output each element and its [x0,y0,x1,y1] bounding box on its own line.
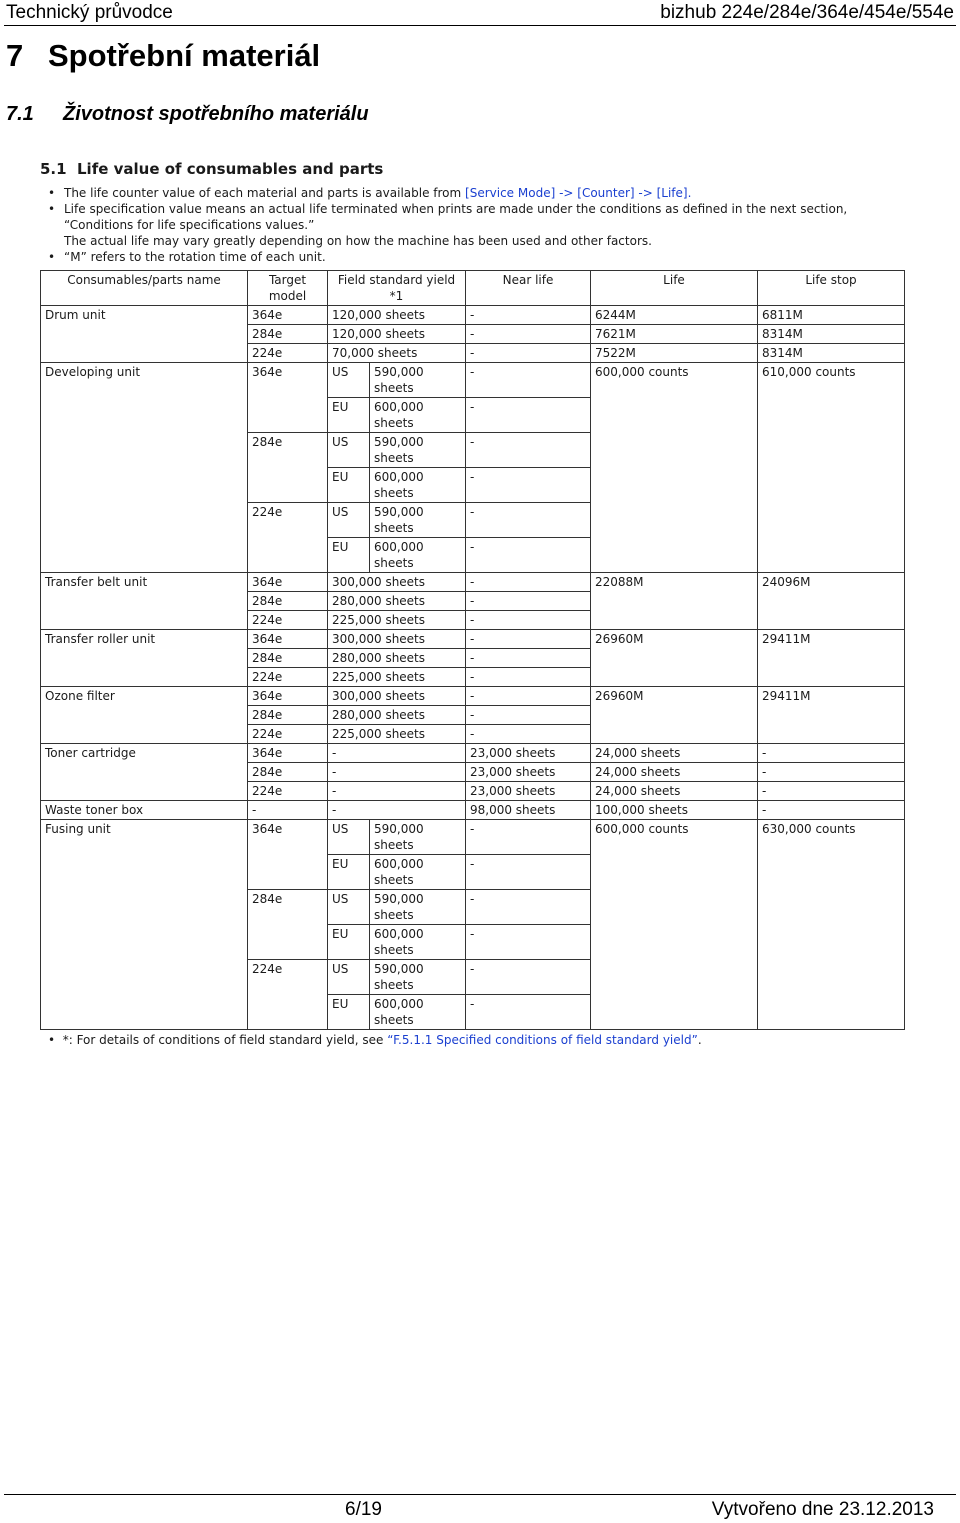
chapter-number: 7 [6,38,24,73]
cell-near: - [466,855,591,890]
bullet-life-counter [40,185,910,201]
cell-near: 98,000 sheets [466,801,591,820]
cell-stop: 24096M [758,573,905,630]
cell-region: US [328,890,370,925]
table-footnote: • *: For details of conditions of field standard yield, see “F.5.1.1 Specified conditions of field standard yield”. [48,1033,702,1047]
row-name: Transfer roller unit [41,630,248,687]
row-name: Developing unit [41,363,248,573]
cell-life: 24,000 sheets [591,763,758,782]
cell-life: 100,000 sheets [591,801,758,820]
cell-yield: 300,000 sheets [328,630,466,649]
cell-yield: 280,000 sheets [328,706,466,725]
cell-yield: 300,000 sheets [328,573,466,592]
col-header-yield: Field standard yield *1 [328,271,466,306]
bullet-text: The life counter value of each material and parts is available from [64,186,466,200]
col-header-life: Life [591,271,758,306]
cell-near: 23,000 sheets [466,744,591,763]
scan-title-text: Life value of consumables and parts [77,160,384,178]
table-row [41,744,905,763]
row-name: Transfer belt unit [41,573,248,630]
cell-yield: 300,000 sheets [328,687,466,706]
scan-title-number: 5.1 [40,160,67,178]
cell-model: 224e [248,960,328,1030]
footnote-end: . [697,1033,702,1047]
col-header-model: Target model [248,271,328,306]
cell-yield: 120,000 sheets [328,325,466,344]
cell-near: 23,000 sheets [466,763,591,782]
cell-model: 364e [248,630,328,649]
cell-life: 600,000 counts [591,363,758,573]
cell-yield: 600,000 sheets [370,398,466,433]
cell-region: EU [328,468,370,503]
cell-model: 364e [248,820,328,890]
cell-region: EU [328,538,370,573]
cell-region: US [328,363,370,398]
cell-yield: 280,000 sheets [328,649,466,668]
cell-near: - [466,890,591,925]
cell-region: US [328,503,370,538]
table-row [41,820,905,855]
cell-yield: 590,000 sheets [370,503,466,538]
cell-near: - [466,668,591,687]
cell-life: 26960M [591,630,758,687]
cell-model: 224e [248,344,328,363]
chapter-title: Spotřební materiál [48,38,321,73]
footnote-text: *: For details of conditions of field standard yield, see [62,1033,388,1047]
cell-stop: 610,000 counts [758,363,905,573]
table-row [41,306,905,325]
cell-model: - [248,801,328,820]
table-row [41,630,905,649]
col-header-stop: Life stop [758,271,905,306]
cell-life: 600,000 counts [591,820,758,1030]
cell-yield: 600,000 sheets [370,538,466,573]
cell-model: 224e [248,668,328,687]
cell-yield: - [328,782,466,801]
cell-near: - [466,344,591,363]
bullet-rotation [40,249,910,265]
cell-yield: 600,000 sheets [370,995,466,1030]
cell-yield: - [328,744,466,763]
cell-stop: 29411M [758,630,905,687]
cell-life: 6244M [591,306,758,325]
cell-model: 364e [248,363,328,433]
cell-life: 24,000 sheets [591,744,758,763]
scan-title [40,160,910,182]
cell-stop: 630,000 counts [758,820,905,1030]
cell-stop: - [758,744,905,763]
cell-near: - [466,960,591,995]
row-name: Toner cartridge [41,744,248,801]
embedded-scan [40,160,910,1047]
cell-yield: 225,000 sheets [328,725,466,744]
created-date: Vytvořeno dne 23.12.2013 [711,1499,934,1520]
row-name: Drum unit [41,306,248,363]
cell-near: - [466,592,591,611]
bullet-text: “M” refers to the rotation time of each unit. [64,250,326,264]
cell-region: EU [328,398,370,433]
cell-model: 364e [248,573,328,592]
row-name: Waste toner box [41,801,248,820]
cell-region: EU [328,925,370,960]
bullet-life-spec [40,201,910,249]
cell-region: US [328,960,370,995]
table-row [41,363,905,398]
row-name: Fusing unit [41,820,248,1030]
cell-model: 284e [248,325,328,344]
cell-near: - [466,325,591,344]
table-row [41,801,905,820]
cell-yield: 600,000 sheets [370,468,466,503]
cell-near: - [466,611,591,630]
cell-yield: 280,000 sheets [328,592,466,611]
cell-near: - [466,433,591,468]
cell-yield: 600,000 sheets [370,855,466,890]
cell-near: - [466,306,591,325]
cell-stop: 8314M [758,344,905,363]
field-yield-conditions-link[interactable]: “F.5.1.1 Specified conditions of field standard yield” [387,1033,698,1047]
cell-near: - [466,538,591,573]
cell-region: US [328,820,370,855]
page-number: 6/19 [345,1499,382,1520]
cell-near: - [466,468,591,503]
cell-yield: 600,000 sheets [370,925,466,960]
cell-model: 224e [248,503,328,573]
table-row [41,687,905,706]
cell-model: 224e [248,611,328,630]
table-header-row [41,271,905,306]
cell-yield: - [328,801,466,820]
cell-life: 7621M [591,325,758,344]
cell-model: 224e [248,782,328,801]
cell-life: 24,000 sheets [591,782,758,801]
row-name: Ozone filter [41,687,248,744]
cell-model: 284e [248,592,328,611]
cell-stop: 8314M [758,325,905,344]
footer-divider [4,1494,956,1495]
header-doc-title: Technický průvodce [6,2,173,23]
cell-stop: - [758,782,905,801]
cell-near: - [466,687,591,706]
cell-yield: 590,000 sheets [370,890,466,925]
scan-bullet-list [40,185,910,265]
cell-yield: 590,000 sheets [370,960,466,995]
table-row [41,573,905,592]
bullet-text: The actual life may vary greatly depending on how the machine has been used and other factors. [64,234,652,248]
cell-yield: 120,000 sheets [328,306,466,325]
cell-near: - [466,503,591,538]
col-header-name: Consumables/parts name [41,271,248,306]
header-model: bizhub 224e/284e/364e/454e/554e [660,2,954,23]
cell-near: - [466,925,591,960]
cell-stop: - [758,801,905,820]
cell-yield: 225,000 sheets [328,611,466,630]
cell-life: 26960M [591,687,758,744]
cell-region: EU [328,995,370,1030]
cell-region: EU [328,855,370,890]
cell-near: - [466,363,591,398]
cell-life: 22088M [591,573,758,630]
cell-near: - [466,820,591,855]
cell-model: 364e [248,744,328,763]
cell-near: - [466,706,591,725]
cell-yield: 225,000 sheets [328,668,466,687]
cell-model: 364e [248,306,328,325]
bullet-text: “Conditions for life specifications values.” [64,218,315,232]
bullet-text: Life specification value means an actual life terminated when prints are made under the conditions as defined in the next section, [64,202,848,216]
cell-near: - [466,995,591,1030]
service-mode-link[interactable]: [Service Mode] -> [Counter] -> [Life]. [465,186,692,200]
section-heading [6,103,369,126]
cell-life: 7522M [591,344,758,363]
cell-yield: 590,000 sheets [370,820,466,855]
cell-model: 224e [248,725,328,744]
col-header-near: Near life [466,271,591,306]
cell-near: 23,000 sheets [466,782,591,801]
cell-model: 364e [248,687,328,706]
cell-yield: 590,000 sheets [370,363,466,398]
cell-near: - [466,630,591,649]
cell-model: 284e [248,890,328,960]
cell-yield: 590,000 sheets [370,433,466,468]
cell-near: - [466,398,591,433]
cell-model: 284e [248,706,328,725]
cell-yield: - [328,763,466,782]
cell-stop: - [758,763,905,782]
cell-model: 284e [248,649,328,668]
cell-near: - [466,649,591,668]
life-value-table [40,270,905,1030]
section-number: 7.1 [6,103,34,125]
cell-near: - [466,725,591,744]
cell-yield: 70,000 sheets [328,344,466,363]
cell-stop: 29411M [758,687,905,744]
section-title: Životnost spotřebního materiálu [63,103,369,125]
cell-near: - [466,573,591,592]
header-divider [4,25,956,26]
cell-region: US [328,433,370,468]
cell-model: 284e [248,433,328,503]
cell-model: 284e [248,763,328,782]
chapter-heading [6,38,320,74]
cell-stop: 6811M [758,306,905,325]
